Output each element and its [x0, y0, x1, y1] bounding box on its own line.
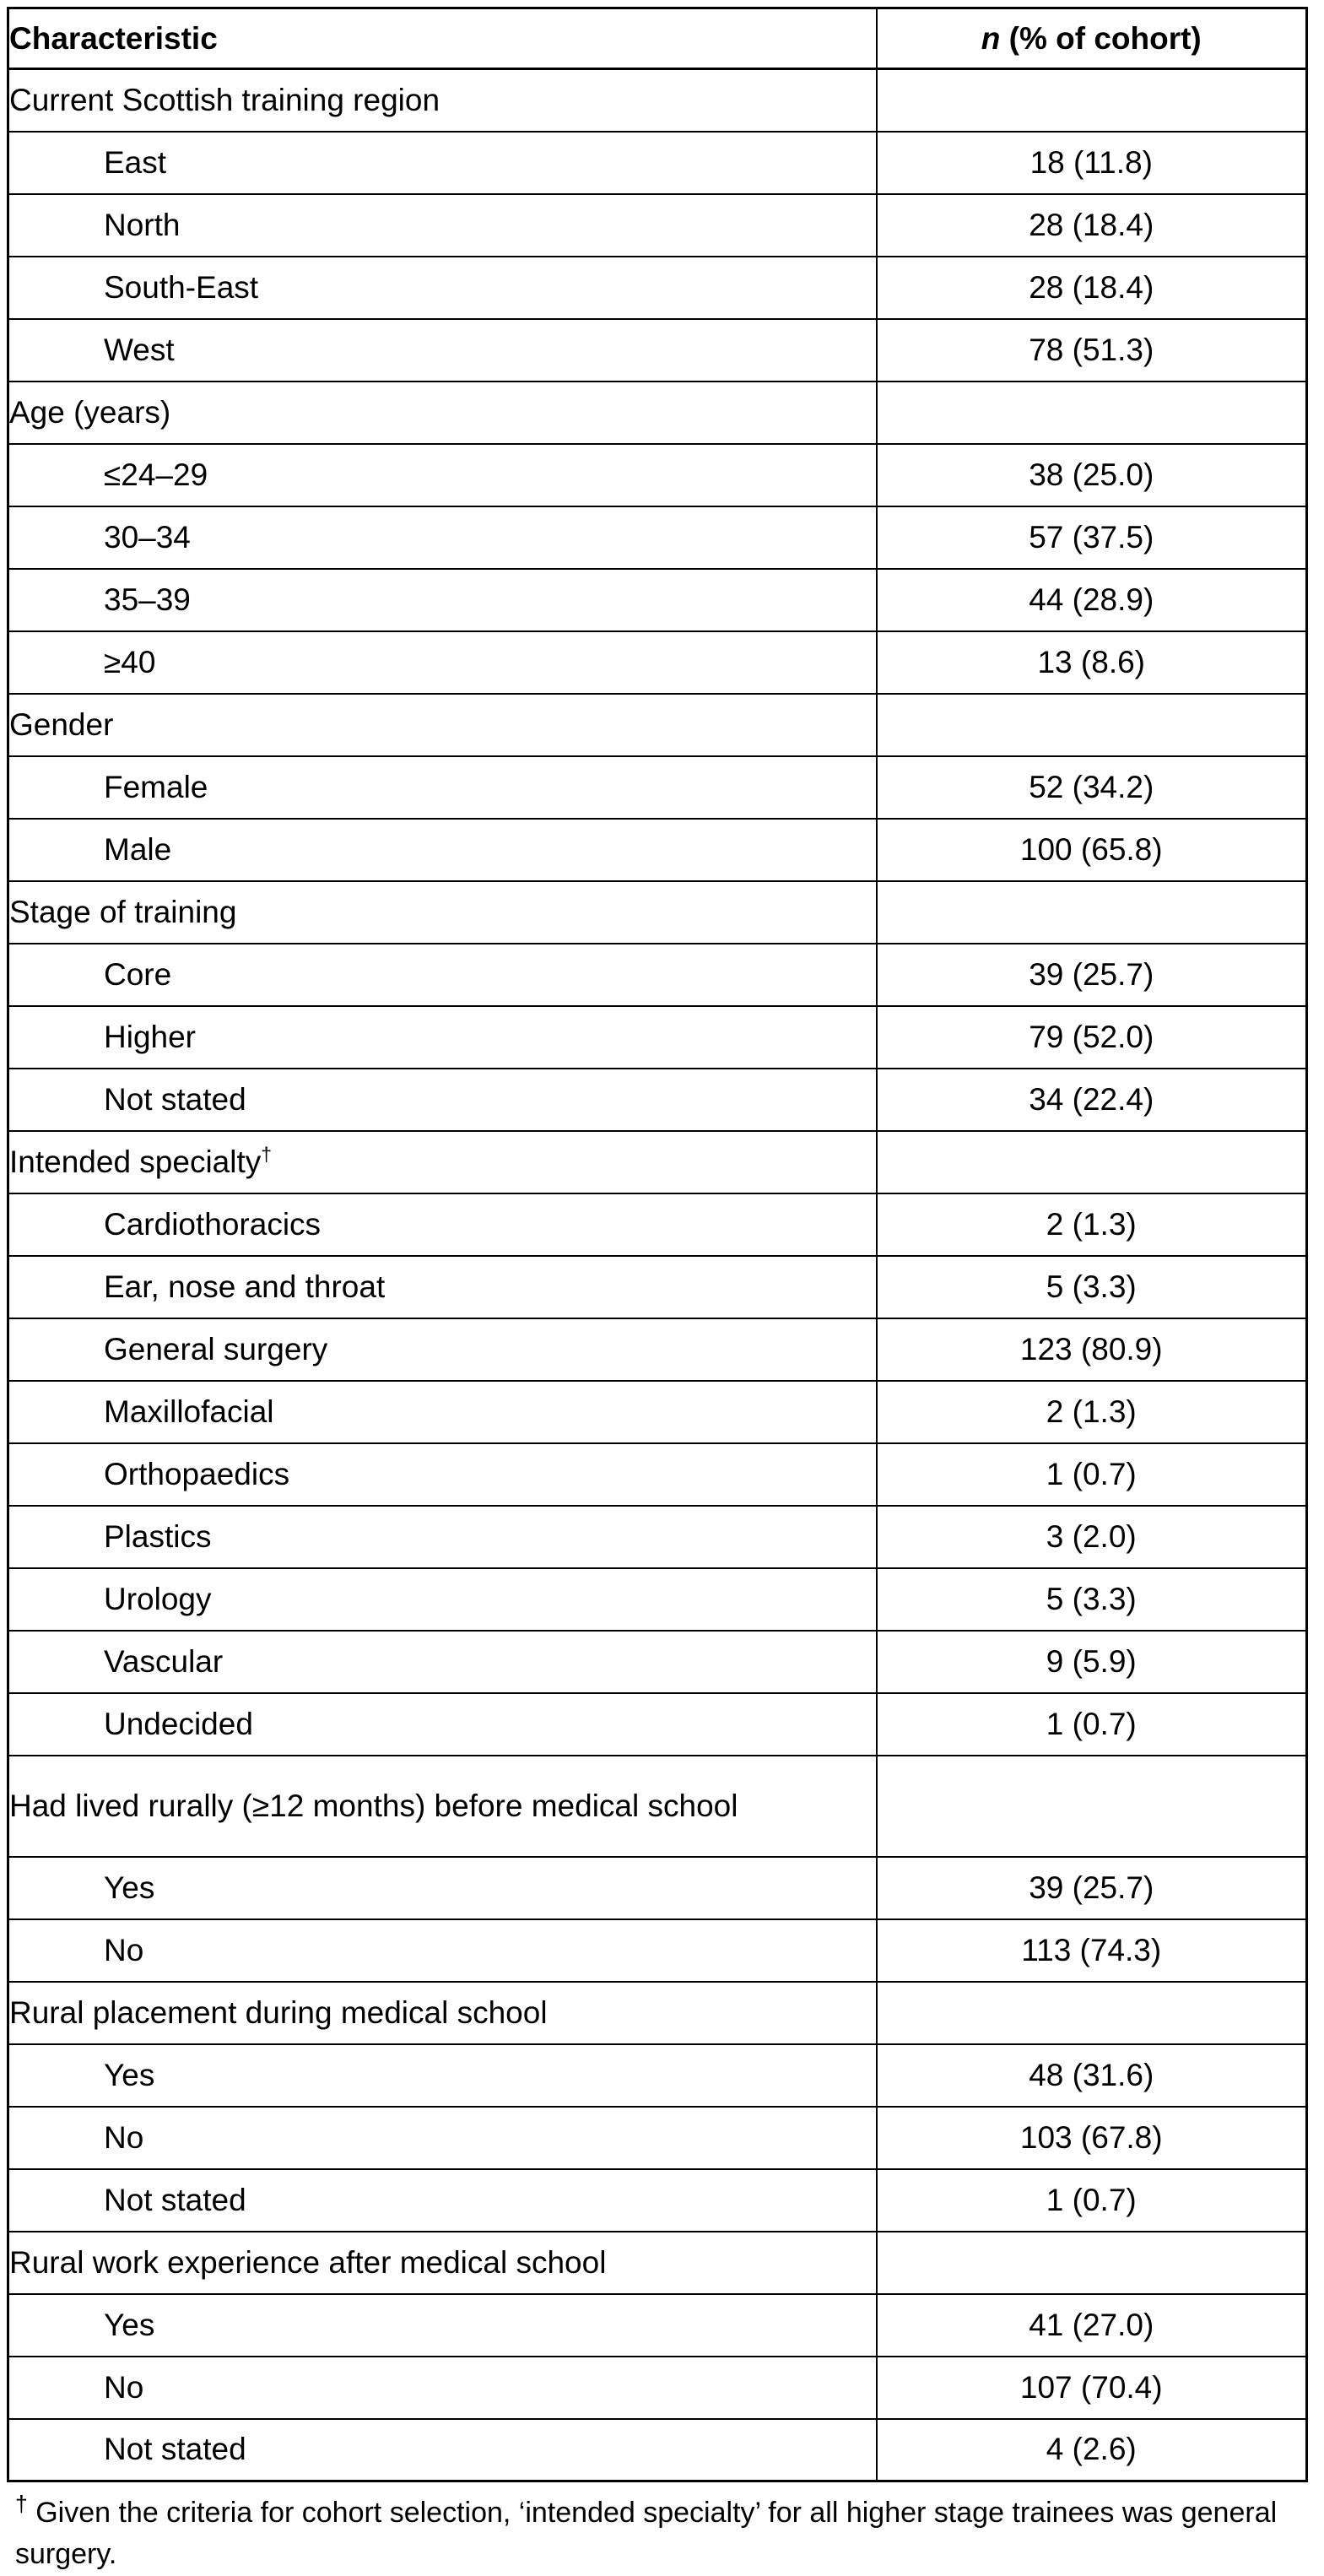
row-value: 123 (80.9): [877, 1318, 1307, 1381]
table-row: [8, 1857, 1307, 1919]
row-value: 18 (11.8): [877, 132, 1307, 194]
table-row: [8, 1693, 1307, 1756]
table-row: [8, 506, 1307, 569]
row-label: West: [8, 319, 877, 382]
row-value: 103 (67.8): [877, 2107, 1307, 2169]
row-label: Maxillofacial: [8, 1381, 877, 1443]
row-value: [877, 881, 1307, 944]
row-label: Cardiothoracics: [8, 1193, 877, 1256]
table-row: [8, 1381, 1307, 1443]
row-label: Orthopaedics: [8, 1443, 877, 1506]
row-value: [877, 2232, 1307, 2294]
row-value: 5 (3.3): [877, 1256, 1307, 1318]
row-value: [877, 694, 1307, 756]
row-value: 44 (28.9): [877, 569, 1307, 631]
table-row: [8, 2169, 1307, 2232]
row-value: 57 (37.5): [877, 506, 1307, 569]
row-value: 52 (34.2): [877, 756, 1307, 819]
table-row: [8, 2044, 1307, 2107]
row-value: 1 (0.7): [877, 1443, 1307, 1506]
row-label: 35–39: [8, 569, 877, 631]
dagger-icon: †: [261, 1143, 273, 1166]
table-footnote: [15, 2492, 1281, 2576]
row-value: [877, 382, 1307, 444]
table-group-row: [8, 1756, 1307, 1857]
row-value: 9 (5.9): [877, 1631, 1307, 1693]
row-value: 1 (0.7): [877, 1693, 1307, 1756]
group-label: Intended specialty†: [8, 1131, 877, 1193]
row-value: 113 (74.3): [877, 1919, 1307, 1982]
row-label: North: [8, 194, 877, 257]
table-row: [8, 1069, 1307, 1131]
column-header-characteristic: Characteristic: [8, 8, 877, 69]
table-row: [8, 319, 1307, 382]
table-row: [8, 1006, 1307, 1069]
table-row: [8, 194, 1307, 257]
row-value: [877, 69, 1307, 132]
column-header-count-symbol: n: [981, 20, 1001, 56]
row-label: General surgery: [8, 1318, 877, 1381]
table-row: [8, 1443, 1307, 1506]
table-row: [8, 756, 1307, 819]
row-value: [877, 1131, 1307, 1193]
footnote-text: Given the criteria for cohort selection, ‘intended specialty’ for all higher stage trainees was general surgery.: [15, 2497, 1278, 2571]
row-label: Undecided: [8, 1693, 877, 1756]
table-row: [8, 1568, 1307, 1631]
row-value: 1 (0.7): [877, 2169, 1307, 2232]
row-value: 39 (25.7): [877, 1857, 1307, 1919]
row-value: 79 (52.0): [877, 1006, 1307, 1069]
row-label: Yes: [8, 1857, 877, 1919]
row-value: 28 (18.4): [877, 257, 1307, 319]
row-label: Urology: [8, 1568, 877, 1631]
table-row: [8, 1919, 1307, 1982]
row-label: No: [8, 2107, 877, 2169]
row-value: 78 (51.3): [877, 319, 1307, 382]
table-group-row: [8, 1982, 1307, 2044]
row-label: Female: [8, 756, 877, 819]
table-row: [8, 2294, 1307, 2357]
table-row: [8, 2419, 1307, 2481]
row-value: 13 (8.6): [877, 631, 1307, 694]
row-label: Core: [8, 944, 877, 1006]
group-label: Stage of training: [8, 881, 877, 944]
table-header-row: [8, 8, 1307, 69]
row-label: South-East: [8, 257, 877, 319]
row-label: Not stated: [8, 2419, 877, 2481]
row-label: Yes: [8, 2044, 877, 2107]
table-row: [8, 444, 1307, 506]
group-label: Had lived rurally (≥12 months) before medical school: [8, 1756, 877, 1857]
group-label: Rural placement during medical school: [8, 1982, 877, 2044]
table-head: [8, 8, 1307, 69]
table-row: [8, 631, 1307, 694]
row-label: Ear, nose and throat: [8, 1256, 877, 1318]
row-label: ≥40: [8, 631, 877, 694]
row-value: 41 (27.0): [877, 2294, 1307, 2357]
table-row: [8, 1318, 1307, 1381]
row-label: Not stated: [8, 2169, 877, 2232]
table-group-row: [8, 694, 1307, 756]
row-value: 107 (70.4): [877, 2357, 1307, 2419]
row-value: [877, 1982, 1307, 2044]
row-value: 5 (3.3): [877, 1568, 1307, 1631]
row-label: ≤24–29: [8, 444, 877, 506]
row-value: [877, 1756, 1307, 1857]
row-label: 30–34: [8, 506, 877, 569]
row-label: Male: [8, 819, 877, 881]
table-body: [8, 69, 1307, 2481]
column-header-count: [877, 8, 1307, 69]
group-label: Gender: [8, 694, 877, 756]
table-group-row: [8, 1131, 1307, 1193]
row-value: 39 (25.7): [877, 944, 1307, 1006]
row-value: 34 (22.4): [877, 1069, 1307, 1131]
cohort-characteristics-table: [7, 7, 1308, 2482]
row-label: East: [8, 132, 877, 194]
table-group-row: [8, 881, 1307, 944]
table-row: [8, 944, 1307, 1006]
row-value: 2 (1.3): [877, 1381, 1307, 1443]
table-group-row: [8, 382, 1307, 444]
table-row: [8, 1193, 1307, 1256]
row-label: Not stated: [8, 1069, 877, 1131]
group-label: Rural work experience after medical school: [8, 2232, 877, 2294]
table-group-row: [8, 69, 1307, 132]
row-label: No: [8, 2357, 877, 2419]
table-row: [8, 257, 1307, 319]
row-value: 38 (25.0): [877, 444, 1307, 506]
group-label: Age (years): [8, 382, 877, 444]
table-row: [8, 2107, 1307, 2169]
table-row: [8, 1506, 1307, 1568]
row-label: Plastics: [8, 1506, 877, 1568]
group-label: Current Scottish training region: [8, 69, 877, 132]
table-row: [8, 1631, 1307, 1693]
footnote-dagger-mark: †: [15, 2491, 28, 2517]
table-row: [8, 2357, 1307, 2419]
table-row: [8, 569, 1307, 631]
row-value: 28 (18.4): [877, 194, 1307, 257]
row-value: 4 (2.6): [877, 2419, 1307, 2481]
row-value: 100 (65.8): [877, 819, 1307, 881]
table-row: [8, 819, 1307, 881]
table-row: [8, 1256, 1307, 1318]
row-label: Vascular: [8, 1631, 877, 1693]
row-label: No: [8, 1919, 877, 1982]
column-header-count-suffix: (% of cohort): [1000, 20, 1202, 56]
row-value: 2 (1.3): [877, 1193, 1307, 1256]
row-label: Higher: [8, 1006, 877, 1069]
table-group-row: [8, 2232, 1307, 2294]
row-label: Yes: [8, 2294, 877, 2357]
row-value: 48 (31.6): [877, 2044, 1307, 2107]
table-row: [8, 132, 1307, 194]
row-value: 3 (2.0): [877, 1506, 1307, 1568]
